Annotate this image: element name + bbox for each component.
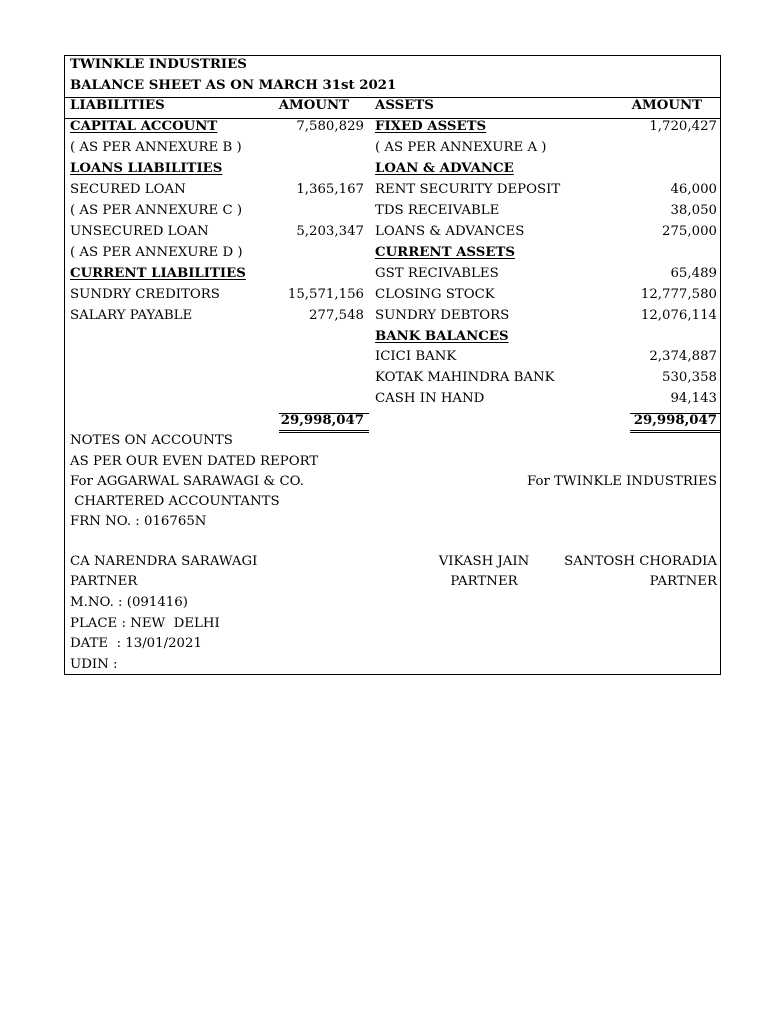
- liability-row-amount: 7,580,829: [296, 119, 364, 134]
- liability-row-label: SALARY PAYABLE: [70, 307, 193, 323]
- asset-row-amount: 2,374,887: [649, 349, 717, 365]
- asset-row-label: CLOSING STOCK: [375, 286, 495, 302]
- asset-row-label: LOAN & ADVANCE: [375, 160, 514, 176]
- liability-row-amount: 277,548: [309, 307, 364, 323]
- asset-row-amount: 46,000: [670, 181, 717, 197]
- liabilities-total: 29,998,047: [280, 413, 364, 428]
- asset-row-amount: 12,076,114: [640, 307, 717, 323]
- partner1-role: PARTNER: [450, 574, 518, 589]
- liability-row-label: LOANS LIABILITIES: [70, 160, 223, 176]
- ca-name: CA NARENDRA SARAWAGI: [70, 554, 258, 569]
- liabilities-amount-header: AMOUNT: [278, 98, 349, 113]
- date: DATE : 13/01/2021: [70, 636, 202, 651]
- liability-row-label: SECURED LOAN: [70, 181, 186, 197]
- assets-total: 29,998,047: [633, 413, 717, 428]
- membership-number: M.NO. : (091416): [70, 595, 188, 610]
- asset-row-label: BANK BALANCES: [375, 328, 509, 344]
- udin: UDIN :: [70, 657, 118, 672]
- assets-total-double-rule: [630, 430, 720, 433]
- asset-row-label: KOTAK MAHINDRA BANK: [375, 370, 555, 386]
- liability-row-label: UNSECURED LOAN: [70, 223, 209, 239]
- liabilities-header: LIABILITIES: [70, 98, 165, 113]
- asset-row-label: FIXED ASSETS: [375, 119, 487, 134]
- sheet-title: BALANCE SHEET AS ON MARCH 31st 2021: [70, 78, 397, 93]
- asset-row-label: LOANS & ADVANCES: [375, 223, 525, 239]
- frn-number: FRN NO. : 016765N: [70, 514, 207, 529]
- assets-amount-header: AMOUNT: [631, 98, 702, 113]
- partner2-role: PARTNER: [649, 574, 717, 589]
- liabilities-total-double-rule: [279, 430, 369, 433]
- asset-row-amount: 530,358: [662, 370, 717, 386]
- asset-row-label: ICICI BANK: [375, 349, 457, 365]
- company-name: TWINKLE INDUSTRIES: [70, 57, 247, 72]
- chartered-accountants: CHARTERED ACCOUNTANTS: [70, 494, 280, 509]
- asset-row-amount: 12,777,580: [640, 286, 717, 302]
- asset-row-label: CURRENT ASSETS: [375, 244, 515, 260]
- asset-row-amount: 94,143: [670, 391, 717, 407]
- balance-sheet: [64, 55, 721, 675]
- liability-row-label: ( AS PER ANNEXURE D ): [70, 244, 243, 260]
- liability-row-amount: 5,203,347: [296, 223, 364, 239]
- assets-header: ASSETS: [375, 98, 434, 113]
- liability-row-label: ( AS PER ANNEXURE C ): [70, 202, 243, 218]
- asset-row-amount: 65,489: [670, 265, 717, 281]
- auditor-firm: For AGGARWAL SARAWAGI & CO.: [70, 474, 304, 489]
- asset-row-amount: 38,050: [670, 202, 717, 218]
- asset-row-amount: 275,000: [662, 223, 717, 239]
- asset-row-label: SUNDRY DEBTORS: [375, 307, 510, 323]
- liability-row-label: CAPITAL ACCOUNT: [70, 119, 218, 134]
- even-dated-report: AS PER OUR EVEN DATED REPORT: [70, 454, 319, 469]
- notes-on-accounts: NOTES ON ACCOUNTS: [70, 433, 233, 448]
- for-company: For TWINKLE INDUSTRIES: [526, 474, 717, 489]
- asset-row-label: RENT SECURITY DEPOSIT: [375, 181, 561, 197]
- partner1-name: VIKASH JAIN: [438, 554, 530, 569]
- liability-row-amount: 15,571,156: [287, 286, 364, 302]
- place: PLACE : NEW DELHI: [70, 616, 220, 631]
- asset-row-label: ( AS PER ANNEXURE A ): [375, 139, 547, 155]
- liability-row-label: SUNDRY CREDITORS: [70, 286, 220, 302]
- ca-role: PARTNER: [70, 574, 138, 589]
- asset-row-label: TDS RECEIVABLE: [375, 202, 500, 218]
- asset-row-label: CASH IN HAND: [375, 391, 485, 407]
- liability-row-label: ( AS PER ANNEXURE B ): [70, 139, 242, 155]
- asset-row-amount: 1,720,427: [649, 119, 717, 134]
- partner2-name: SANTOSH CHORADIA: [564, 554, 717, 569]
- liability-row-amount: 1,365,167: [296, 181, 364, 197]
- liability-row-label: CURRENT LIABILITIES: [70, 265, 246, 281]
- asset-row-label: GST RECIVABLES: [375, 265, 499, 281]
